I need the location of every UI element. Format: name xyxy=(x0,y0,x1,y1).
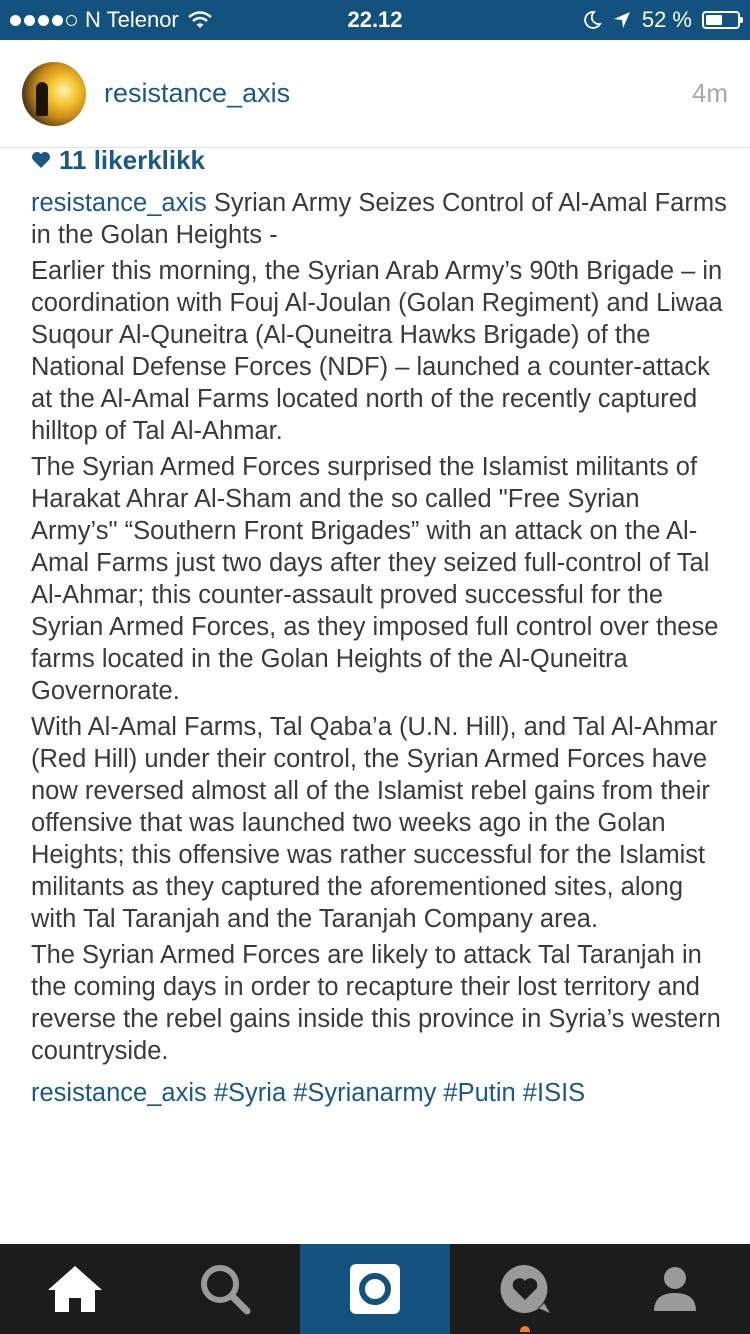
heart-icon xyxy=(31,151,51,169)
camera-icon xyxy=(348,1262,402,1316)
battery-percentage: 52 % xyxy=(641,7,692,32)
activity-icon xyxy=(498,1262,552,1316)
caption-username[interactable]: resistance_axis xyxy=(31,189,207,217)
home-icon xyxy=(46,1264,104,1314)
tab-home[interactable] xyxy=(0,1244,150,1334)
caption-paragraph: The Syrian Armed Forces are likely to attack Tal Taranjah in the coming days in order to recapture their lost territory and reverse the rebel gains inside this province in Syria’s western countryside. xyxy=(31,941,721,1065)
search-icon xyxy=(199,1263,251,1315)
post-username[interactable]: resistance_axis xyxy=(104,78,291,108)
post-header xyxy=(0,40,750,148)
battery-icon xyxy=(702,11,740,29)
avatar[interactable] xyxy=(22,62,86,126)
tab-search[interactable] xyxy=(150,1244,300,1334)
likes-label: 11 likerklikk xyxy=(59,144,206,175)
carrier-name: N Telenor xyxy=(85,7,179,32)
post-content xyxy=(31,143,731,1109)
comment xyxy=(31,1077,731,1109)
caption-title: Syrian Army Seizes Control of Al-Amal Farms in the Golan Heights - xyxy=(31,189,727,249)
notification-dot xyxy=(520,1326,530,1332)
caption-paragraph: Earlier this morning, the Syrian Arab Army’s 90th Brigade – in coordination with Fouj Al-Joulan (Golan Regiment) and Liwaa Suqour Al-Quneitra (Al-Quneitra Hawks Brigade) of the National Defense Forces (NDF) – launched a counter-attack at the Al-Amal Farms located north of the recently captured hilltop of Tal Al-Ahmar. xyxy=(31,257,723,445)
tab-profile[interactable] xyxy=(600,1244,750,1334)
tab-bar xyxy=(0,1244,750,1334)
location-arrow-icon xyxy=(612,10,632,30)
caption-paragraph: The Syrian Armed Forces surprised the Islamist militants of Harakat Ahrar Al-Sham and the so called "Free Syrian Army’s" “Southern Front Brigades” with an attack on the Al-Amal Farms just two days after they seized full-control of Tal Al-Ahmar; this counter-assault proved successful for the Syrian Armed Forces, as they imposed full control over these farms located in the Golan Heights of the Al-Quneitra Governorate. xyxy=(31,453,719,705)
likes-count[interactable] xyxy=(31,143,731,177)
moon-icon xyxy=(582,10,602,30)
signal-strength-icon xyxy=(10,15,77,26)
profile-icon xyxy=(652,1265,698,1313)
caption-paragraph: With Al-Amal Farms, Tal Qaba’a (U.N. Hill), and Tal Al-Ahmar (Red Hill) under their control, the Syrian Armed Forces have now reversed almost all of the Islamist rebel gains from their offensive that was launched two weeks ago in the Golan Heights; this offensive was rather successful for the Islamist militants as they captured the aforementioned sites, along with Tal Taranjah and the Taranjah Company area. xyxy=(31,713,718,933)
post-timestamp: 4m xyxy=(691,78,728,108)
tab-camera[interactable] xyxy=(300,1244,450,1334)
comment-hashtags[interactable]: #Syria #Syrianarmy #Putin #ISIS xyxy=(213,1079,586,1107)
wifi-icon xyxy=(187,10,213,30)
status-bar xyxy=(0,0,750,40)
comment-username[interactable]: resistance_axis xyxy=(31,1079,207,1107)
caption xyxy=(31,187,731,1067)
clock: 22.12 xyxy=(347,7,403,32)
tab-activity[interactable] xyxy=(450,1244,600,1334)
